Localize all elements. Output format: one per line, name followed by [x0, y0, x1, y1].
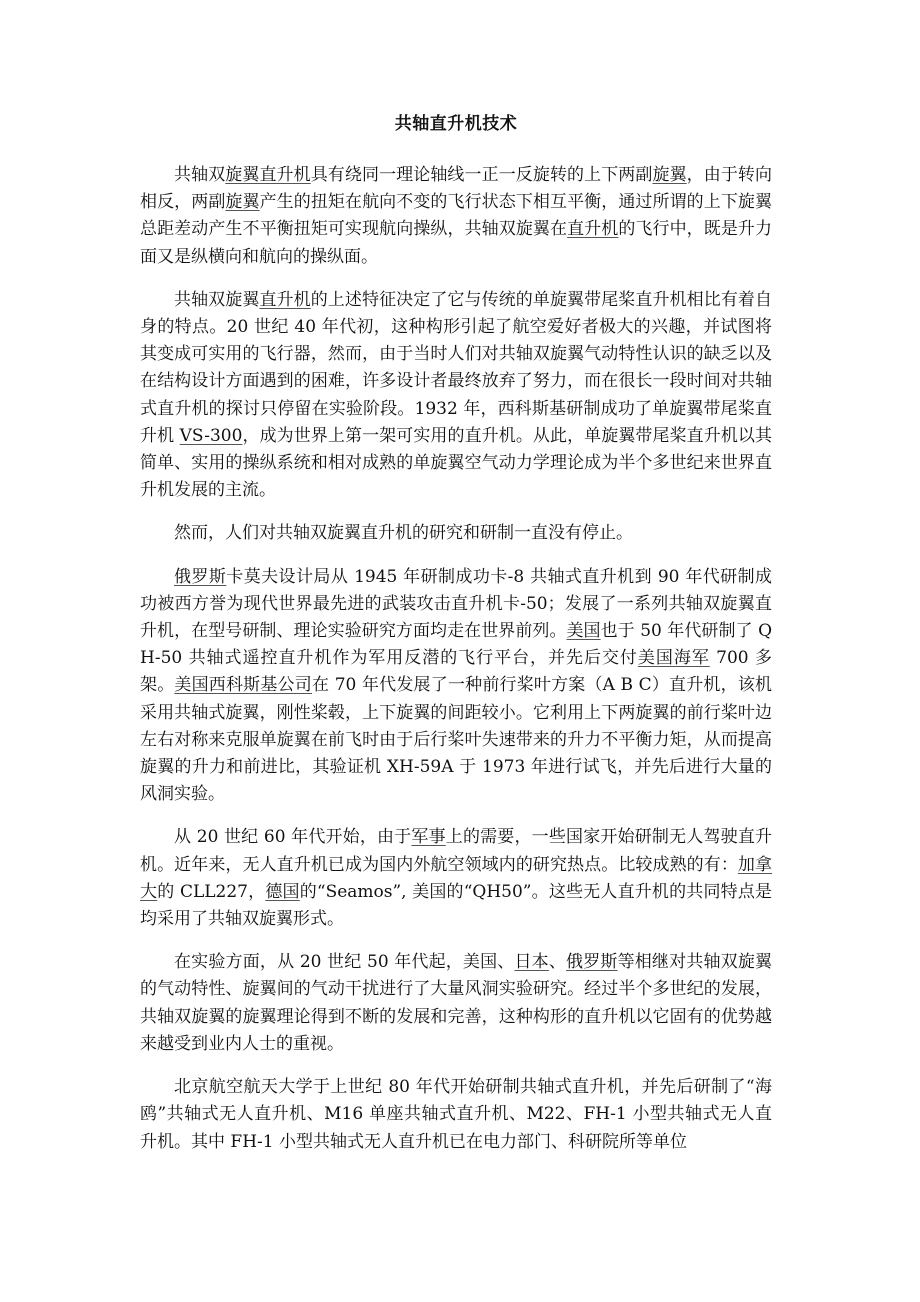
paragraph-text: 卡莫夫设计局从 1945 年研制成功卡-8 共轴式直升机到 90 年代研制成功被西方誉为现代世界最先进的武装攻击直升机卡-50；发展了一系列共轴双旋翼直升机，在型号研制、理论实验研究方面均走在世界前列。: [140, 566, 773, 642]
inline-link[interactable]: 俄罗斯: [174, 566, 227, 587]
paragraph-text: 也于 50 年代研制了 QH-50 共轴式遥控直升机作为军用反潜的飞行平台，并先后交付: [140, 621, 773, 669]
document-page: [140, 112, 772, 1172]
paragraph: [140, 162, 772, 271]
paragraph-text: 产生的扭矩在航向不变的飞行状态下相互平衡，通过所谓的上下旋翼总距差动产生不平衡扭矩可实现航向操纵，共轴双旋翼在: [140, 192, 773, 240]
paragraph-text: 700 多架。: [140, 648, 772, 696]
paragraph-text: 北京航空航天大学于上世纪 80 年代开始研制共轴式直升机，并先后研制了“海鸥”共轴式无人直升机、M16 单座共轴式直升机、M22、FH-1 小型共轴式无人直升机。其中 FH-1 小型共轴式无人直升机已在电力部门、科研院所等单位: [140, 1077, 772, 1152]
document-title: 共轴直升机技术: [394, 114, 518, 134]
inline-link[interactable]: 美国: [566, 621, 601, 642]
paragraph-text: 等相继对共轴双旋翼的气动特性、旋翼间的气动干扰进行了大量风洞实验研究。经过半个多世纪的发展，共轴双旋翼的旋翼理论得到不断的发展和完善，这种构形的直升机以它固有的优势越来越受到业内人士的重视。: [140, 952, 773, 1054]
paragraph-text: 从 20 世纪 60 年代开始，由于: [174, 827, 412, 848]
inline-link[interactable]: VS-300: [179, 425, 243, 446]
paragraph: [140, 520, 772, 547]
paragraph-text: 共轴双: [174, 165, 226, 185]
paragraph: [140, 287, 772, 505]
inline-link[interactable]: 德国: [265, 881, 300, 902]
inline-link[interactable]: 直升机: [259, 289, 311, 310]
paragraph-text: 的飞行中，既是升力面又是纵横向和航向的操纵面。: [140, 219, 773, 267]
paragraph-text: ，成为世界上第一架可实用的直升机。从此，单旋翼带尾桨直升机以其简单、实用的操纵系统和相对成熟的单旋翼空气动力学理论成为半个多世纪来世界直升机发展的主流。: [140, 425, 772, 501]
inline-link[interactable]: 美国海军: [637, 648, 710, 669]
paragraph: [140, 564, 772, 809]
inline-link[interactable]: 旋翼: [652, 165, 687, 185]
paragraph-text: 的“Seamos”, 美国的“QH50”。这些无人直升机的共同特点是均采用了共轴双旋翼形式。: [140, 881, 773, 930]
inline-link[interactable]: 直升机: [567, 219, 619, 240]
paragraph: [140, 824, 772, 933]
document-body: [140, 162, 772, 1156]
paragraph-text: 具有绕同一理论轴线一正一反旋转的上下两副: [310, 165, 653, 185]
paragraph-text: 在 70 年代发展了一种前行桨叶方案（A B C）直升机，该机采用共轴式旋翼，刚性桨毂，上下旋翼的间距较小。它利用上下两旋翼的前行桨叶边左右对称来克服单旋翼在前飞时由于后行桨叶失速带来的升力不平衡力矩，从而提高旋翼的升力和前进比，其验证机 XH-59A 于 1973 年进行试飞，并先后进行大量的风洞实验。: [140, 675, 773, 805]
inline-link[interactable]: 直升机: [259, 165, 311, 185]
paragraph-text: 的 CLL227，: [157, 881, 266, 902]
paragraph-text: ，由于转向相反，两副: [140, 165, 773, 213]
inline-link[interactable]: 旋翼: [225, 165, 260, 185]
paragraph: [140, 1074, 772, 1156]
paragraph-text: 的上述特征决定了它与传统的单旋翼带尾桨直升机相比有着自身的特点。20 世纪 40 年代初，这种构形引起了航空爱好者极大的兴趣，并试图将其变成可实用的飞行器，然而，由于当时人们对共轴双旋翼气动特性认识的缺乏以及在结构设计方面遇到的困难，许多设计者最终放弃了努力，而在很长一段时间对共轴式直升机的探讨只停留在实验阶段。1932 年，西科斯基研制成功了单旋翼带尾桨直升机: [140, 289, 773, 446]
inline-link[interactable]: 日本: [514, 952, 549, 973]
paragraph: [140, 949, 772, 1058]
paragraph-text: 然而，人们对共轴双旋翼直升机的研究和研制一直没有停止。: [174, 523, 633, 544]
paragraph-text: 共轴双旋翼: [174, 289, 260, 310]
inline-link[interactable]: 美国西科斯基公司: [174, 675, 312, 696]
inline-link[interactable]: 军事: [411, 827, 446, 848]
inline-link[interactable]: 加拿大: [140, 854, 773, 902]
paragraph-text: 、: [548, 952, 567, 973]
paragraph-text: 在实验方面，从 20 世纪 50 年代起，美国、: [174, 952, 515, 973]
paragraph-text: 上的需要，一些国家开始研制无人驾驶直升机。近年来，无人直升机已成为国内外航空领域内的研究热点。比较成熟的有：: [140, 827, 772, 875]
inline-link[interactable]: 俄罗斯: [566, 952, 618, 973]
inline-link[interactable]: 旋翼: [225, 192, 260, 213]
